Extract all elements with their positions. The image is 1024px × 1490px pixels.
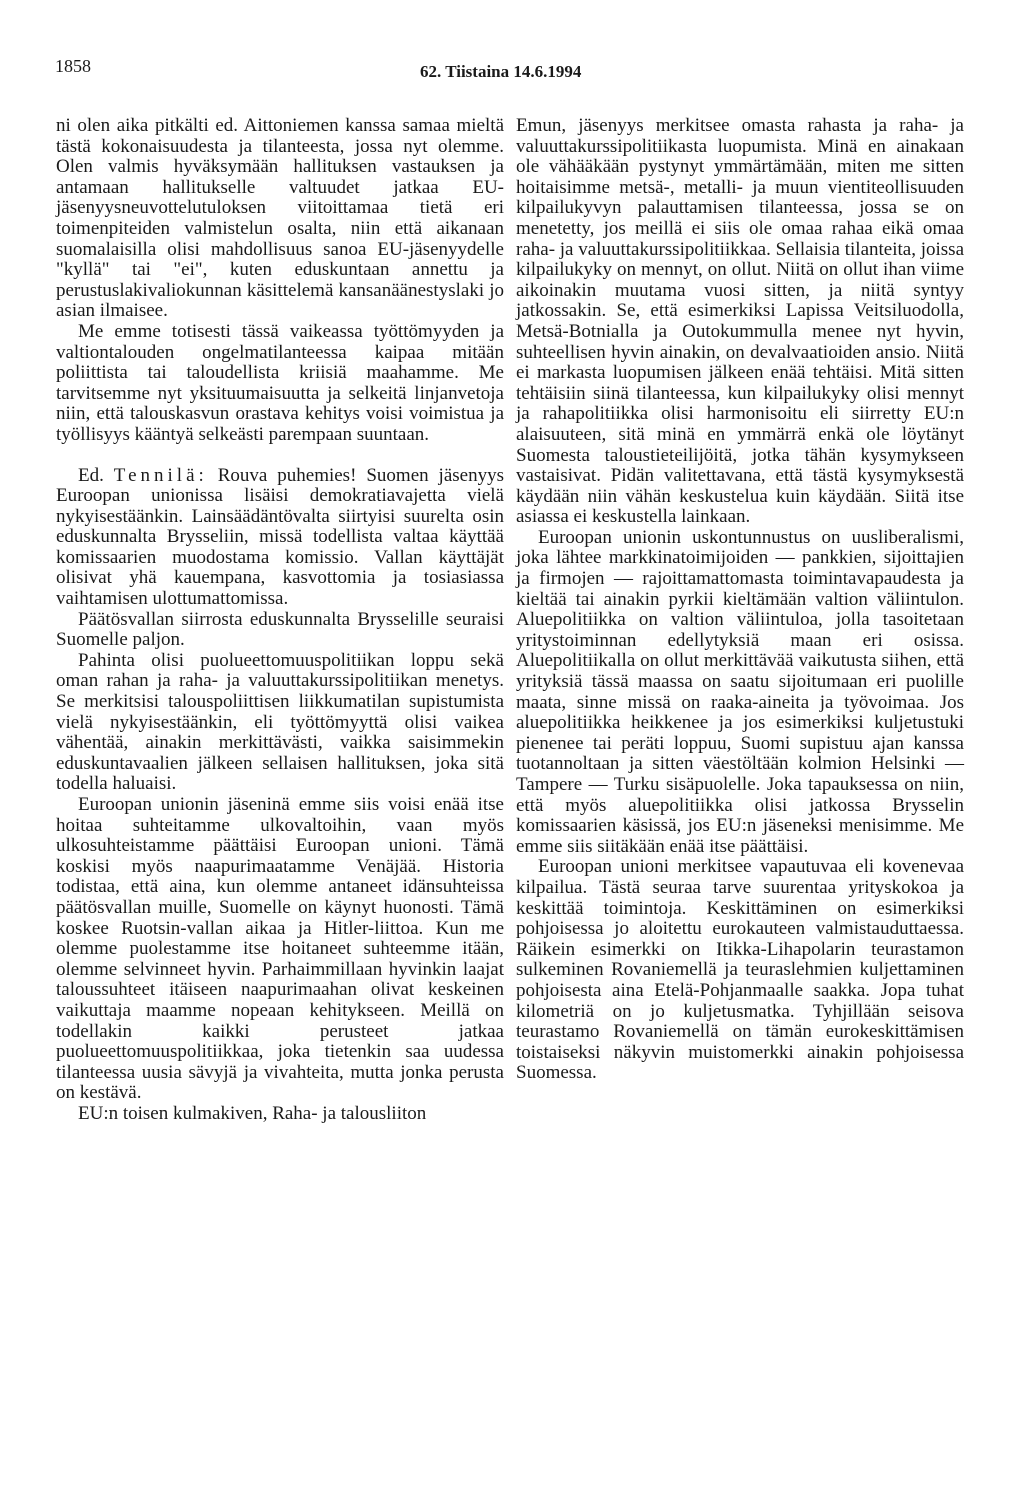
paragraph: Emun, jäsenyys merkitsee omasta rahasta ja raha- ja valuuttakurssipolitiikasta luopumista. Minä en ainakaan ole vähääkään pystynyt ymmärtämään, miten me sitten hoitaisimme metsä-, metalli- ja muun vientiteollisuuden kilpailukyvyn palauttamisen tilanteessa, jossa se on menetetty, jos meillä ei siis ole omaa rahaa eikä omaa raha- ja valuuttakurssipolitiikkaa. Sellaisia tilanteita, joissa kilpailukyky on mennyt, on ollut. Niitä on ollut ihan viime aikoinakin muutama vuosi sitten, ja niitä syntyy jatkossakin. Se, että esimerkiksi Lapissa Veitsiluodolla, Metsä-Botnialla ja Outokummulla menee nyt hyvin, suhteellisen hyvin ainakin, on devalvaatioiden ansio. Niitä ei markasta luopumisen jälkeen enää tehtäisi. Mitä sitten tehtäisiin siinä tilanteessa, kun kilpailukyky olisi mennyt ja rahapolitiikka olisi harmonisoitu eli siirretty EU:n alaisuuteen, sitä minä en ymmärrä enkä ole löytänyt Suomesta taloustieteilijöitä, jotka tähän kysymykseen vastaisivat. Pidän valitettavana, että tästä kysymyksestä käydään niin vähän keskustelua kuin käydään. Siitä itse asiassa ei keskustella lainkaan.	[516, 115, 964, 528]
left-column	[56, 116, 504, 1125]
session-date-heading: 62. Tiistaina 14.6.1994	[420, 62, 582, 81]
speaker-paragraph	[56, 466, 504, 610]
paragraph: Euroopan unionin uskontunnustus on uusliberalismi, joka lähtee markkinatoimijoiden — pankkien, sijoittajien ja firmojen — rajoittamattomasta toimintavapaudesta ja kieltää tai ainakin pyrkii kieltämään valtion väliintulon. Aluepolitiikka on valtion väliintuloa, jolla tasoitetaan yritystoiminnan edellytyksiä maan eri osissa. Aluepolitiikalla on ollut merkittävää vaikutusta siihen, että yrityksiä tässä maassa on saatu sijoitumaan eri puolille maata, sinne missä on raaka-aineita ja työvoimaa. Jos aluepolitiikka heikkenee ja jos esimerkiksi kuljetustuki pienenee tai peräti loppuu, Suomi supistuu ajan kanssa tuotannoltaan ja sitten väestöltään kolmion Helsinki — Tampere — Turku sisäpuolelle. Joka tapauksessa on niin, että myös aluepolitiikka olisi jatkossa Brysselin komissaarien käsissä, jos EU:n jäseneksi menisimme. Me emme siis siitäkään enää itse päättäisi.	[516, 526, 964, 857]
paragraph: Euroopan unioni merkitsee vapautuvaa eli kovenevaa kilpailua. Tästä seuraa tarve suurentaa yrityskokoa ja keskittää toimintoja. Keskittäminen on esimerkiksi pohjoisessa jo aloitettu eurokauteen valmistauduttaessa. Räikein esimerkki on Itikka-Lihapolarin teurastamon sulkeminen Rovaniemellä ja teuraslehmien kuljettaminen pohjoisesta aina Etelä-Pohjanmaalle saakka. Jopa tuhat kilometriä on jo kuljetusmatka. Tyhjillään seisova teurastamo Rovaniemellä on tämän eurokeskittämisen toistaiseksi näkyvin muistomerkki ainakin pohjoisessa Suomessa.	[516, 856, 964, 1084]
speaker-prefix: Ed.	[78, 464, 104, 486]
paragraph: Me emme totisesti tässä vaikeassa työttömyyden ja valtiontalouden ongelmatilanteessa kaipaa mitään poliittista tai taloudellista kriisiä maahamme. Me tarvitsemme nyt yksituumaisuutta ja selkeitä linjanvetoja niin, että talouskasvun orastava kehitys voisi voimistua ja työllisyys kääntyä selkeästi parempaan suuntaan.	[56, 320, 504, 445]
speaker-name: Tennilä:	[113, 464, 208, 486]
speech-text: Rouva puhemies! Suomen jäsenyys Euroopan unionissa lisäisi demokratiavajetta vielä nykyisestäänkin. Lainsäädäntövalta siirtyisi suurelta osin eduskunnalta Brysseliin, missä todellista valtaa käyttää komissaarien muodostama komissio. Vallan käyttäjät olisivat yhä kauempana, kasvottomia ja tosiasiassa vaihtamisen ulottumattomissa.	[56, 464, 504, 610]
paragraph: EU:n toisen kulmakiven, Raha- ja talousliiton	[78, 1102, 427, 1124]
right-column	[516, 116, 964, 1084]
paragraph: ni olen aika pitkälti ed. Aittoniemen kanssa samaa mieltä tästä kokonaisuudesta ja tilanteesta, jossa nyt olemme. Olen valmis hyväksymään hallituksen vastauksen ja antamaan hallitukselle valtuudet jatkaa EU-jäsenyysneuvottelutuloksen viitoittamaa tietä eri toimenpiteiden valmistelun osalta, niin että aikanaan suomalaisilla olisi mahdollisuus sanoa EU-jäsenyydelle "kyllä" tai "ei", kuten eduskuntaan annettu ja perustuslakivaliokunnan käsittelemä kansanäänestyslaki jo asian ilmaisee.	[56, 115, 504, 322]
paragraph: Päätösvallan siirrosta eduskunnalta Brysselille seuraisi Suomelle paljon.	[56, 608, 504, 651]
paragraph: Euroopan unionin jäseninä emme siis voisi enää itse hoitaa suhteitamme ulkovaltoihin, vaan myös ulkosuhteistamme päättäisi Euroopan unioni. Tämä koskisi myös naapurimaatamme Venäjää. Historia todistaa, että aina, kun olemme antaneet idänsuhteissa päätösvallan muille, Suomelle on käynyt huonosti. Tämä koskee Ruotsin-vallan aikaa ja Hitler-liittoa. Kun me olemme puolestamme itse hoitaneet suhteemme itään, olemme selvinneet hyvin. Parhaimmillaan hyvinkin laajat taloussuhteet itäiseen naapurimaahan olivat keskeinen vaikuttaja maamme nopeaan kehitykseen. Meillä on todellakin kaikki perusteet jatkaa puolueettomuuspolitiikkaa, joka tietenkin saa uudessa tilanteessa uusia sävyjä ja vivahteita, mutta jonka perusta on kestävä.	[56, 794, 504, 1104]
page-number: 1858	[55, 56, 91, 76]
page-header	[55, 56, 965, 86]
paragraph: Pahinta olisi puolueettomuuspolitiikan loppu sekä oman rahan ja raha- ja valuuttakurssipolitiikan menetys. Se merkitsisi talouspoliittisen liikkumatilan supistumista vielä nykyisestäänkin, eli työttömyyttä olisi vaikea vähentää, ainakin merkittävästi, vaikka saisimmekin eduskuntavaalien jälkeen sellaisen hallituksen, joka sitä todella haluaisi.	[56, 649, 504, 795]
